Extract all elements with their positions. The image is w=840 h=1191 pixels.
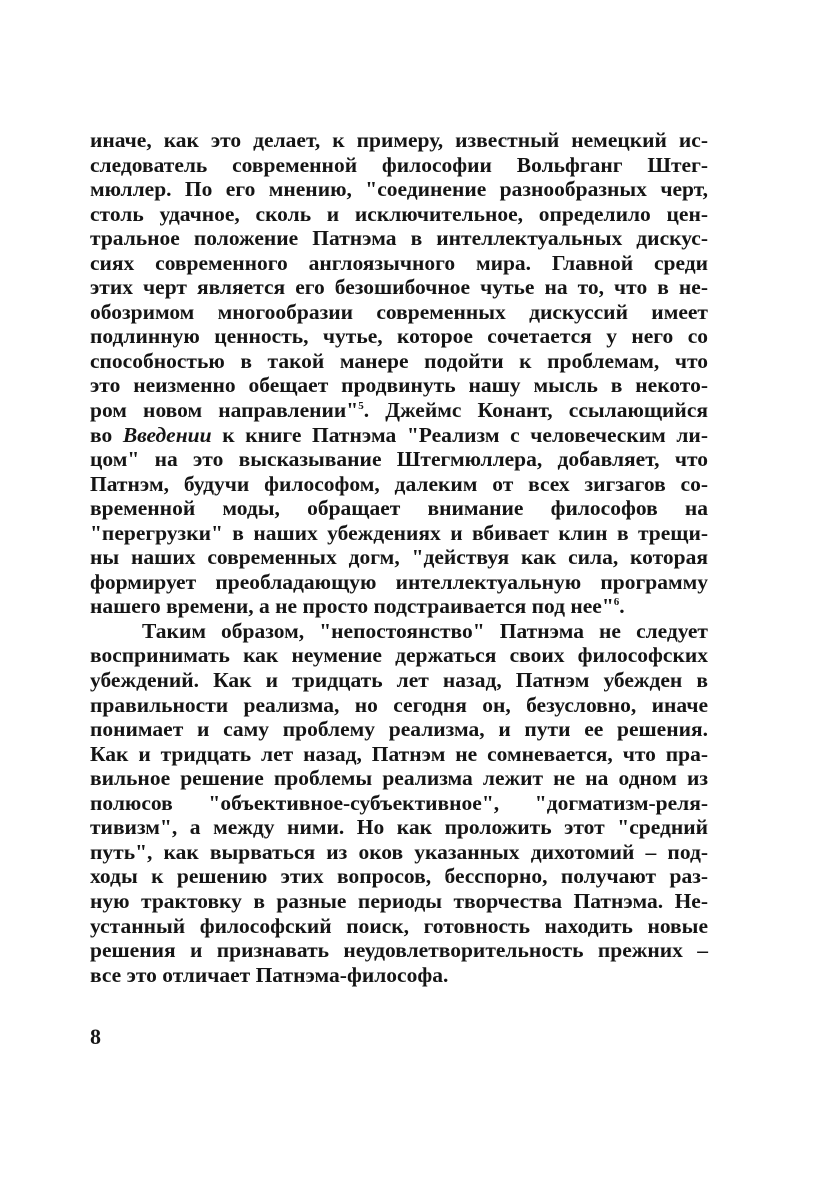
text-line: подлинную ценность, чутье, которое сочетается у него со	[90, 324, 708, 349]
text-line: Патнэм, будучи философом, далеким от всех зигзагов со-	[90, 471, 708, 496]
text-line: сиях современного англоязычного мира. Главной среди	[90, 250, 708, 275]
text-line: правильности реализма, но сегодня он, безусловно, иначе	[90, 692, 708, 717]
text-line: понимает и саму проблему реализма, и пути ее решения.	[90, 717, 708, 742]
text-line: временной моды, обращает внимание философов на	[90, 496, 708, 521]
text-line: полюсов "объективное-субъективное", "догматизм-реля-	[90, 790, 708, 815]
text-segment: нашего времени, а не просто подстраивается под нее"	[90, 594, 614, 619]
text-segment: ром новом направлении"	[90, 398, 359, 423]
text-line	[90, 398, 708, 423]
text-line: этих черт является его безошибочное чутье на то, что в не-	[90, 275, 708, 300]
text-line: тивизм", а между ними. Но как проложить этот "средний	[90, 815, 708, 840]
text-line	[90, 423, 708, 448]
text-line: цом" на это высказывание Штегмюллера, добавляет, что	[90, 447, 708, 472]
text-line: все это отличает Патнэма-философа.	[90, 962, 449, 987]
text-line: решения и признавать неудовлетворительность прежних –	[90, 938, 708, 963]
text-line: убеждений. Как и тридцать лет назад, Патнэм убежден в	[90, 668, 708, 693]
text-segment: к книге Патнэма "Реализм с человеческим ли-	[211, 422, 708, 447]
text-line: устанный философский поиск, готовность находить новые	[90, 913, 708, 938]
footnote-marker: 5	[358, 399, 364, 412]
body-text	[90, 128, 708, 987]
text-line: формирует преобладающую интеллектуальную программу	[90, 569, 708, 594]
text-line: ходы к решению этих вопросов, бесспорно, получают раз-	[90, 864, 708, 889]
text-segment: во	[90, 422, 123, 447]
text-line: воспринимать как неумение держаться своих философских	[90, 643, 708, 668]
text-segment: . Джеймс Конант, ссылающийся	[363, 398, 708, 423]
text-line: путь", как вырваться из оков указанных дихотомий – под-	[90, 839, 708, 864]
text-line: иначе, как это делает, к примеру, известный немецкий ис-	[90, 128, 708, 152]
italic-title: Введении	[122, 422, 212, 447]
text-line: способностью в такой манере подойти к проблемам, что	[90, 348, 708, 373]
text-line: вильное решение проблемы реализма лежит не на одном из	[90, 766, 708, 791]
text-line	[90, 594, 708, 619]
text-line: тральное положение Патнэма в интеллектуальных дискус-	[90, 226, 708, 251]
text-line: следователь современной философии Вольфганг Штег-	[90, 152, 708, 177]
text-line: ны наших современных догм, "действуя как сила, которая	[90, 545, 708, 570]
text-segment: .	[619, 594, 625, 619]
text-line: это неизменно обещает продвинуть нашу мысль в некото-	[90, 373, 708, 398]
text-line: ную трактовку в разные периоды творчества Патнэма. Не-	[90, 888, 708, 913]
text-line: Таким образом, "непостоянство" Патнэма не следует	[142, 618, 708, 643]
text-line: столь удачное, сколь и исключительное, определило цен-	[90, 201, 708, 226]
text-line: обозримом многообразии современных дискуссий имеет	[90, 299, 708, 324]
footnote-marker: 6	[613, 596, 620, 609]
text-line: "перегрузки" в наших убеждениях и вбивает клин в трещи-	[90, 520, 708, 545]
text-line: Как и тридцать лет назад, Патнэм не сомневается, что пра-	[90, 741, 708, 766]
page-number: 8	[90, 1024, 101, 1049]
text-line: мюллер. По его мнению, "соединение разнообразных черт,	[90, 177, 708, 202]
